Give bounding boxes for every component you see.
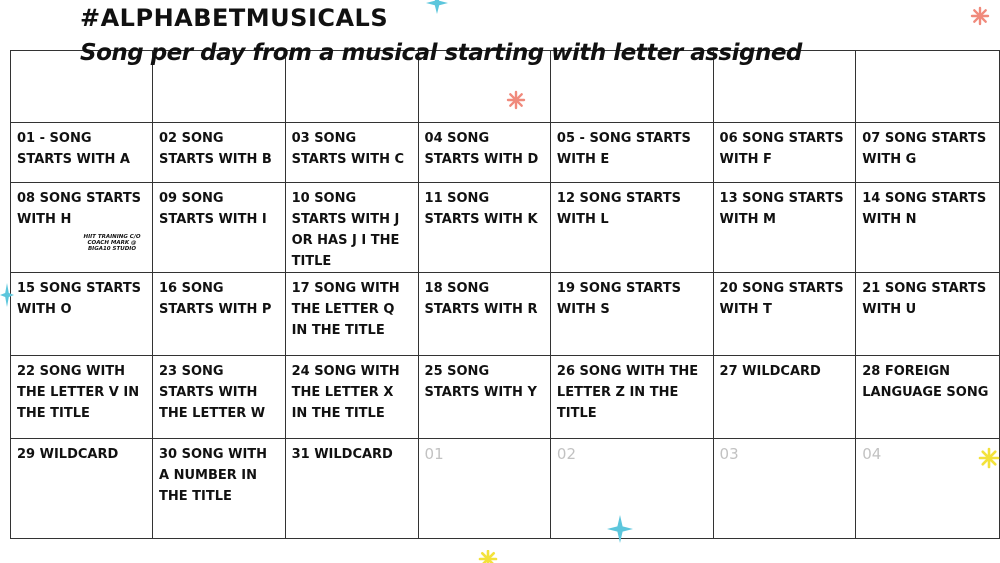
day-cell-31: 31 WILDCARD — [285, 439, 418, 539]
day-cell-21: 21 SONG STARTS WITH U — [856, 273, 1000, 356]
page-subtitle: Song per day from a musical starting with letter assigned — [80, 40, 802, 66]
sparkle-star-icon — [424, 0, 450, 14]
day-cell-20: 20 SONG STARTS WITH T — [713, 273, 856, 356]
day-cell-19: 19 SONG STARTS WITH S — [550, 273, 713, 356]
next-month-cell-04: 04 — [856, 439, 1000, 539]
day-cell-11: 11 SONG STARTS WITH K — [418, 183, 550, 273]
calendar-grid — [10, 50, 1000, 539]
next-month-cell-03: 03 — [713, 439, 856, 539]
day-cell-30: 30 SONG WITH A NUMBER IN THE TITLE — [153, 439, 286, 539]
calendar-cell-empty — [856, 51, 1000, 123]
day-cell-26: 26 SONG WITH THE LETTER Z IN THE TITLE — [550, 356, 713, 439]
day-cell-07: 07 SONG STARTS WITH G — [856, 123, 1000, 183]
day-cell-22: 22 SONG WITH THE LETTER V IN THE TITLE — [11, 356, 153, 439]
day-cell-14: 14 SONG STARTS WITH N — [856, 183, 1000, 273]
next-month-cell-02: 02 — [550, 439, 713, 539]
day-cell-13: 13 SONG STARTS WITH M — [713, 183, 856, 273]
day-cell-15: 15 SONG STARTS WITH O — [11, 273, 153, 356]
sparkle-star-icon — [969, 5, 991, 27]
day-cell-24: 24 SONG WITH THE LETTER X IN THE TITLE — [285, 356, 418, 439]
calendar-row — [11, 356, 1000, 439]
sparkle-star-icon — [606, 514, 634, 544]
training-credit-note: HIIT TRAINING C/O COACH MARK @ BIGA10 STUDIO — [83, 234, 141, 252]
day-cell-04: 04 SONG STARTS WITH D — [418, 123, 550, 183]
day-cell-06: 06 SONG STARTS WITH F — [713, 123, 856, 183]
day-cell-29: 29 WILDCARD — [11, 439, 153, 539]
day-cell-09: 09 SONG STARTS WITH I — [153, 183, 286, 273]
day-cell-05: 05 - SONG STARTS WITH E — [550, 123, 713, 183]
day-cell-23: 23 SONG STARTS WITH THE LETTER W — [153, 356, 286, 439]
calendar-row — [11, 183, 1000, 273]
day-cell-03: 03 SONG STARTS WITH C — [285, 123, 418, 183]
calendar-row — [11, 439, 1000, 539]
day-cell-18: 18 SONG STARTS WITH R — [418, 273, 550, 356]
day-cell-10: 10 SONG STARTS WITH J OR HAS J I THE TITLE — [285, 183, 418, 273]
day-cell-28: 28 FOREIGN LANGUAGE SONG — [856, 356, 1000, 439]
sparkle-star-icon — [0, 282, 14, 308]
sparkle-star-icon — [477, 550, 499, 563]
next-month-cell-01: 01 — [418, 439, 550, 539]
day-cell-08 — [11, 183, 153, 273]
sparkle-star-icon — [978, 446, 1000, 470]
hashtag-title: #ALPHABETMUSICALS — [80, 4, 389, 32]
day-cell-12: 12 SONG STARTS WITH L — [550, 183, 713, 273]
day-cell-17: 17 SONG WITH THE LETTER Q IN THE TITLE — [285, 273, 418, 356]
day-cell-27: 27 WILDCARD — [713, 356, 856, 439]
day-cell-16: 16 SONG STARTS WITH P — [153, 273, 286, 356]
calendar-row — [11, 273, 1000, 356]
day-cell-08-text: 08 SONG STARTS WITH H — [17, 191, 142, 227]
day-cell-02: 02 SONG STARTS WITH B — [153, 123, 286, 183]
day-cell-25: 25 SONG STARTS WITH Y — [418, 356, 550, 439]
day-cell-01: 01 - SONG STARTS WITH A — [11, 123, 153, 183]
sparkle-star-icon — [505, 89, 527, 111]
calendar-row — [11, 123, 1000, 183]
